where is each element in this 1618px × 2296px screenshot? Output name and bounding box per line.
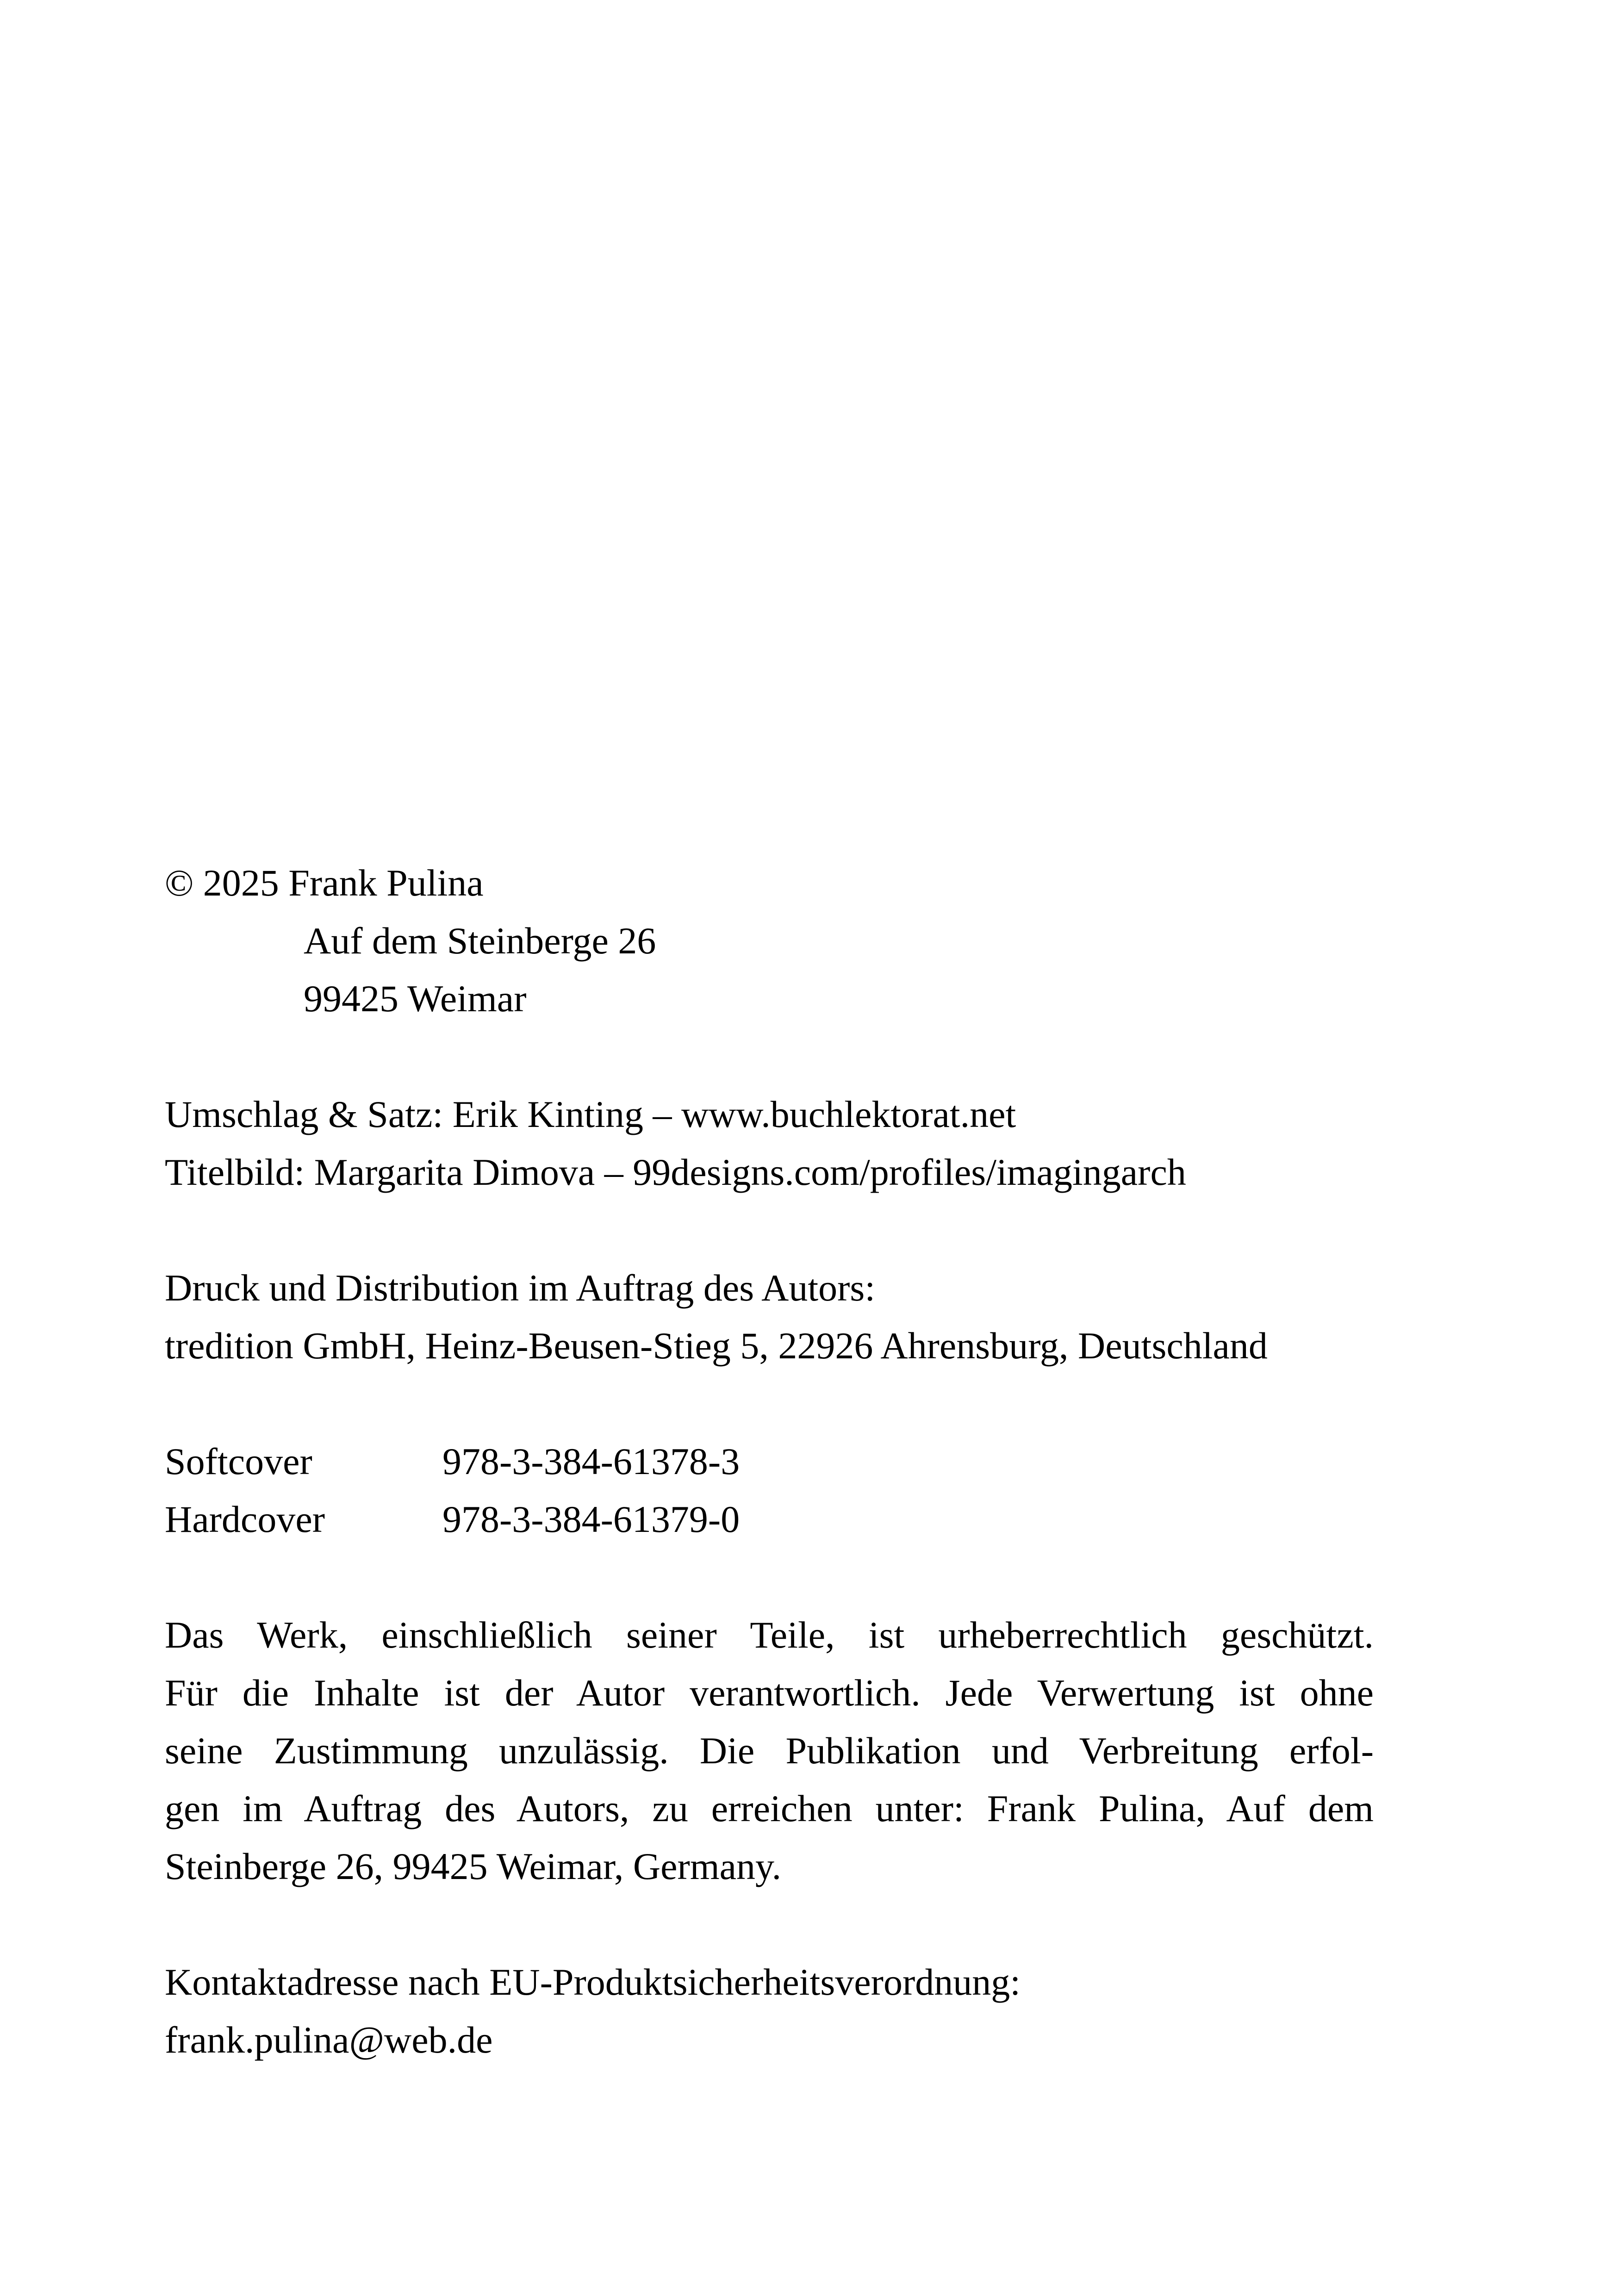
isbn-number-hardcover: 978-3-384-61379-0 [442,1498,740,1540]
rights-line: gen im Auftrag des Autors, zu erreichen unter: Frank Pulina, Auf dem [165,1787,1374,1829]
isbn-format-hardcover: Hardcover [165,1498,325,1540]
contact-email: frank.pulina@web.de [165,2019,493,2061]
copyright-line: © 2025 Frank Pulina [165,862,484,904]
author-city: 99425 Weimar [304,977,527,1020]
contact-heading: Kontaktadresse nach EU-Produktsicherheitsverordnung: [165,1961,1021,2003]
rights-line: Für die Inhalte ist der Autor verantwortlich. Jede Verwertung ist ohne [165,1672,1374,1714]
distribution-heading: Druck und Distribution im Auftrag des Autors: [165,1267,876,1309]
distribution-address: tredition GmbH, Heinz-Beusen-Stieg 5, 22926 Ahrensburg, Deutschland [165,1325,1268,1367]
rights-line: Das Werk, einschließlich seiner Teile, ist urheberrechtlich geschützt. [165,1614,1374,1656]
title-image-credit: Titelbild: Margarita Dimova – 99designs.com/profiles/imagingarch [165,1151,1186,1193]
rights-line: seine Zustimmung unzulässig. Die Publikation und Verbreitung erfol- [165,1730,1374,1772]
author-street: Auf dem Steinberge 26 [304,920,656,962]
isbn-number-softcover: 978-3-384-61378-3 [442,1440,740,1482]
isbn-format-softcover: Softcover [165,1440,312,1482]
rights-line: Steinberge 26, 99425 Weimar, Germany. [165,1845,782,1887]
cover-credit: Umschlag & Satz: Erik Kinting – www.buchlektorat.net [165,1093,1016,1135]
